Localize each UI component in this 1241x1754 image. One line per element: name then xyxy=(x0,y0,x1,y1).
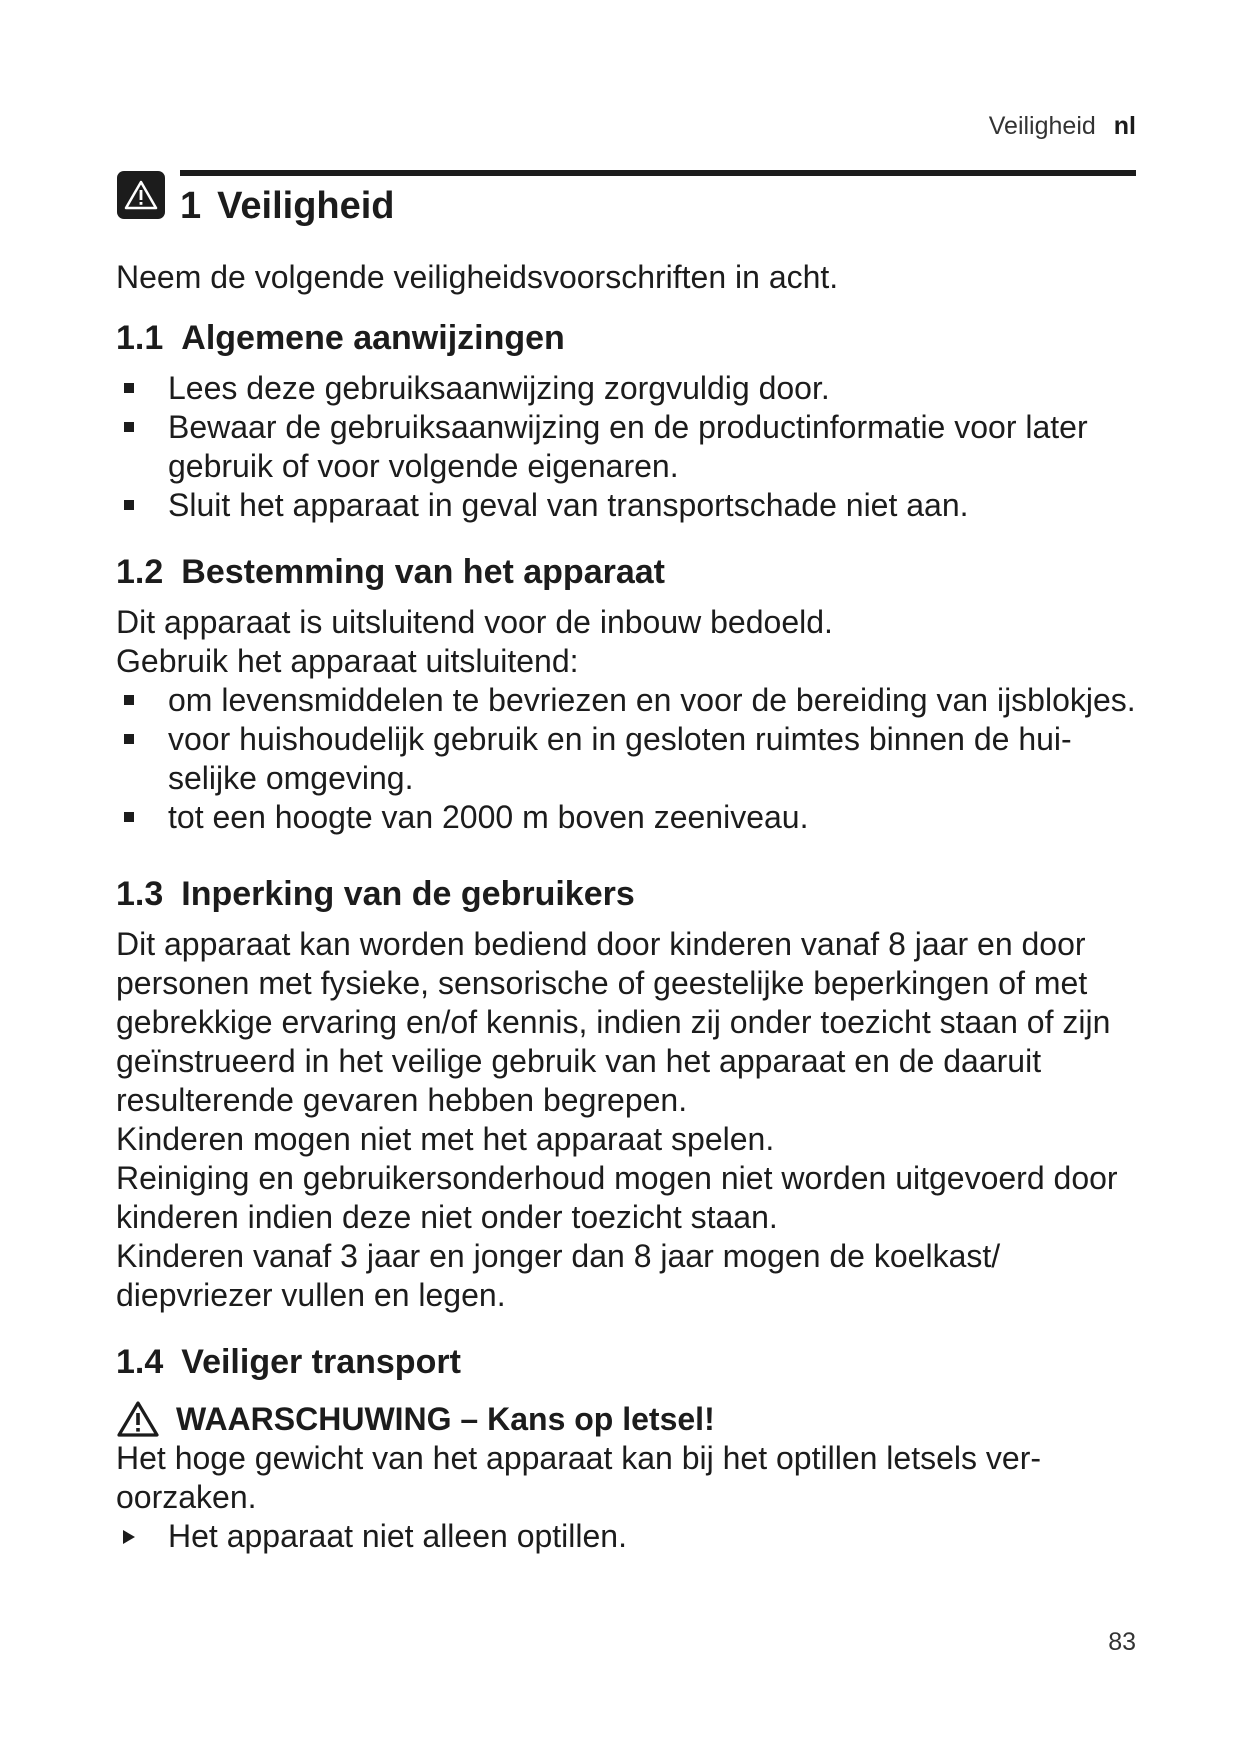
list-item: tot een hoogte van 2000 m boven zeeniveau. xyxy=(116,798,1136,837)
instruction-step xyxy=(116,1517,1136,1556)
paragraph: Dit apparaat is uitsluitend voor de inbouw bedoeld. xyxy=(116,604,833,640)
section-number: 1.3 xyxy=(116,875,164,913)
chapter-intro: Neem de volgende veiligheidsvoorschriften in acht. xyxy=(116,259,839,295)
section-number: 1.2 xyxy=(116,553,164,591)
list-item: voor huishoudelijk gebruik en in gesloten ruimtes binnen de huiselijke omgeving. xyxy=(116,720,1136,798)
paragraph: Dit apparaat kan worden bediend door kinderen vanaf 8 jaar en door personen met fysieke, sensorische of geestelijke beperkingen of met gebrekkige ervaring en/of kennis, indien zij onder toezicht staan of zijn geïnstrueerd in het veilige gebruik van het apparaat en de daaruit resulterende gevaren hebben begrepen. xyxy=(116,926,1111,1118)
bullet-list xyxy=(116,369,1136,525)
warning-icon xyxy=(117,171,165,219)
chapter-title-text: Veiligheid xyxy=(217,185,395,227)
list-item: Bewaar de gebruiksaanwijzing en de productinformatie voor later gebruik of voor volgende eigenaren. xyxy=(116,408,1136,486)
paragraph: Gebruik het apparaat uitsluitend: xyxy=(116,643,579,679)
chapter-rule xyxy=(180,170,1136,176)
instruction-step-text: Het apparaat niet alleen optillen. xyxy=(168,1518,627,1554)
running-head-section: Veiligheid xyxy=(988,112,1096,140)
section-title: Algemene aanwijzingen xyxy=(181,319,565,357)
bullet-list xyxy=(116,681,1136,837)
running-head-language: nl xyxy=(1113,112,1136,140)
warning-triangle-icon xyxy=(116,1400,160,1438)
section-title: Bestemming van het apparaat xyxy=(181,553,665,591)
section-heading xyxy=(116,551,1136,593)
page-number: 83 xyxy=(1108,1628,1136,1656)
paragraph: Kinderen vanaf 3 jaar en jonger dan 8 jaar mogen de koelkast/ diepvriezer vullen en legen. xyxy=(116,1238,1001,1313)
warning-heading-text: WAARSCHUWING – Kans op letsel! xyxy=(176,1401,715,1437)
warning-text: Het hoge gewicht van het apparaat kan bij het optillen letsels veroorzaken. xyxy=(116,1440,1041,1515)
section-title: Inperking van de gebruikers xyxy=(181,875,635,913)
paragraph: Kinderen mogen niet met het apparaat spelen. xyxy=(116,1121,775,1157)
section-number: 1.4 xyxy=(116,1343,164,1381)
list-item: Sluit het apparaat in geval van transportschade niet aan. xyxy=(116,486,1136,525)
section-heading xyxy=(116,1341,1136,1383)
warning-heading xyxy=(116,1399,1136,1439)
list-item: Lees deze gebruiksaanwijzing zorgvuldig door. xyxy=(116,369,1136,408)
chapter-number: 1 xyxy=(180,185,202,227)
step-arrow-icon xyxy=(122,1529,136,1545)
content xyxy=(116,258,1136,1556)
section-number: 1.1 xyxy=(116,319,164,357)
running-head xyxy=(989,112,1136,141)
section-heading xyxy=(116,873,1136,915)
section-heading xyxy=(116,317,1136,359)
list-item: om levensmiddelen te bevriezen en voor de bereiding van ijsblokjes. xyxy=(116,681,1136,720)
chapter-title xyxy=(180,180,395,232)
section-title: Veiliger transport xyxy=(181,1343,461,1381)
paragraph: Reiniging en gebruikersonderhoud mogen niet worden uitgevoerd door kinderen indien deze niet onder toezicht staan. xyxy=(116,1160,1118,1235)
